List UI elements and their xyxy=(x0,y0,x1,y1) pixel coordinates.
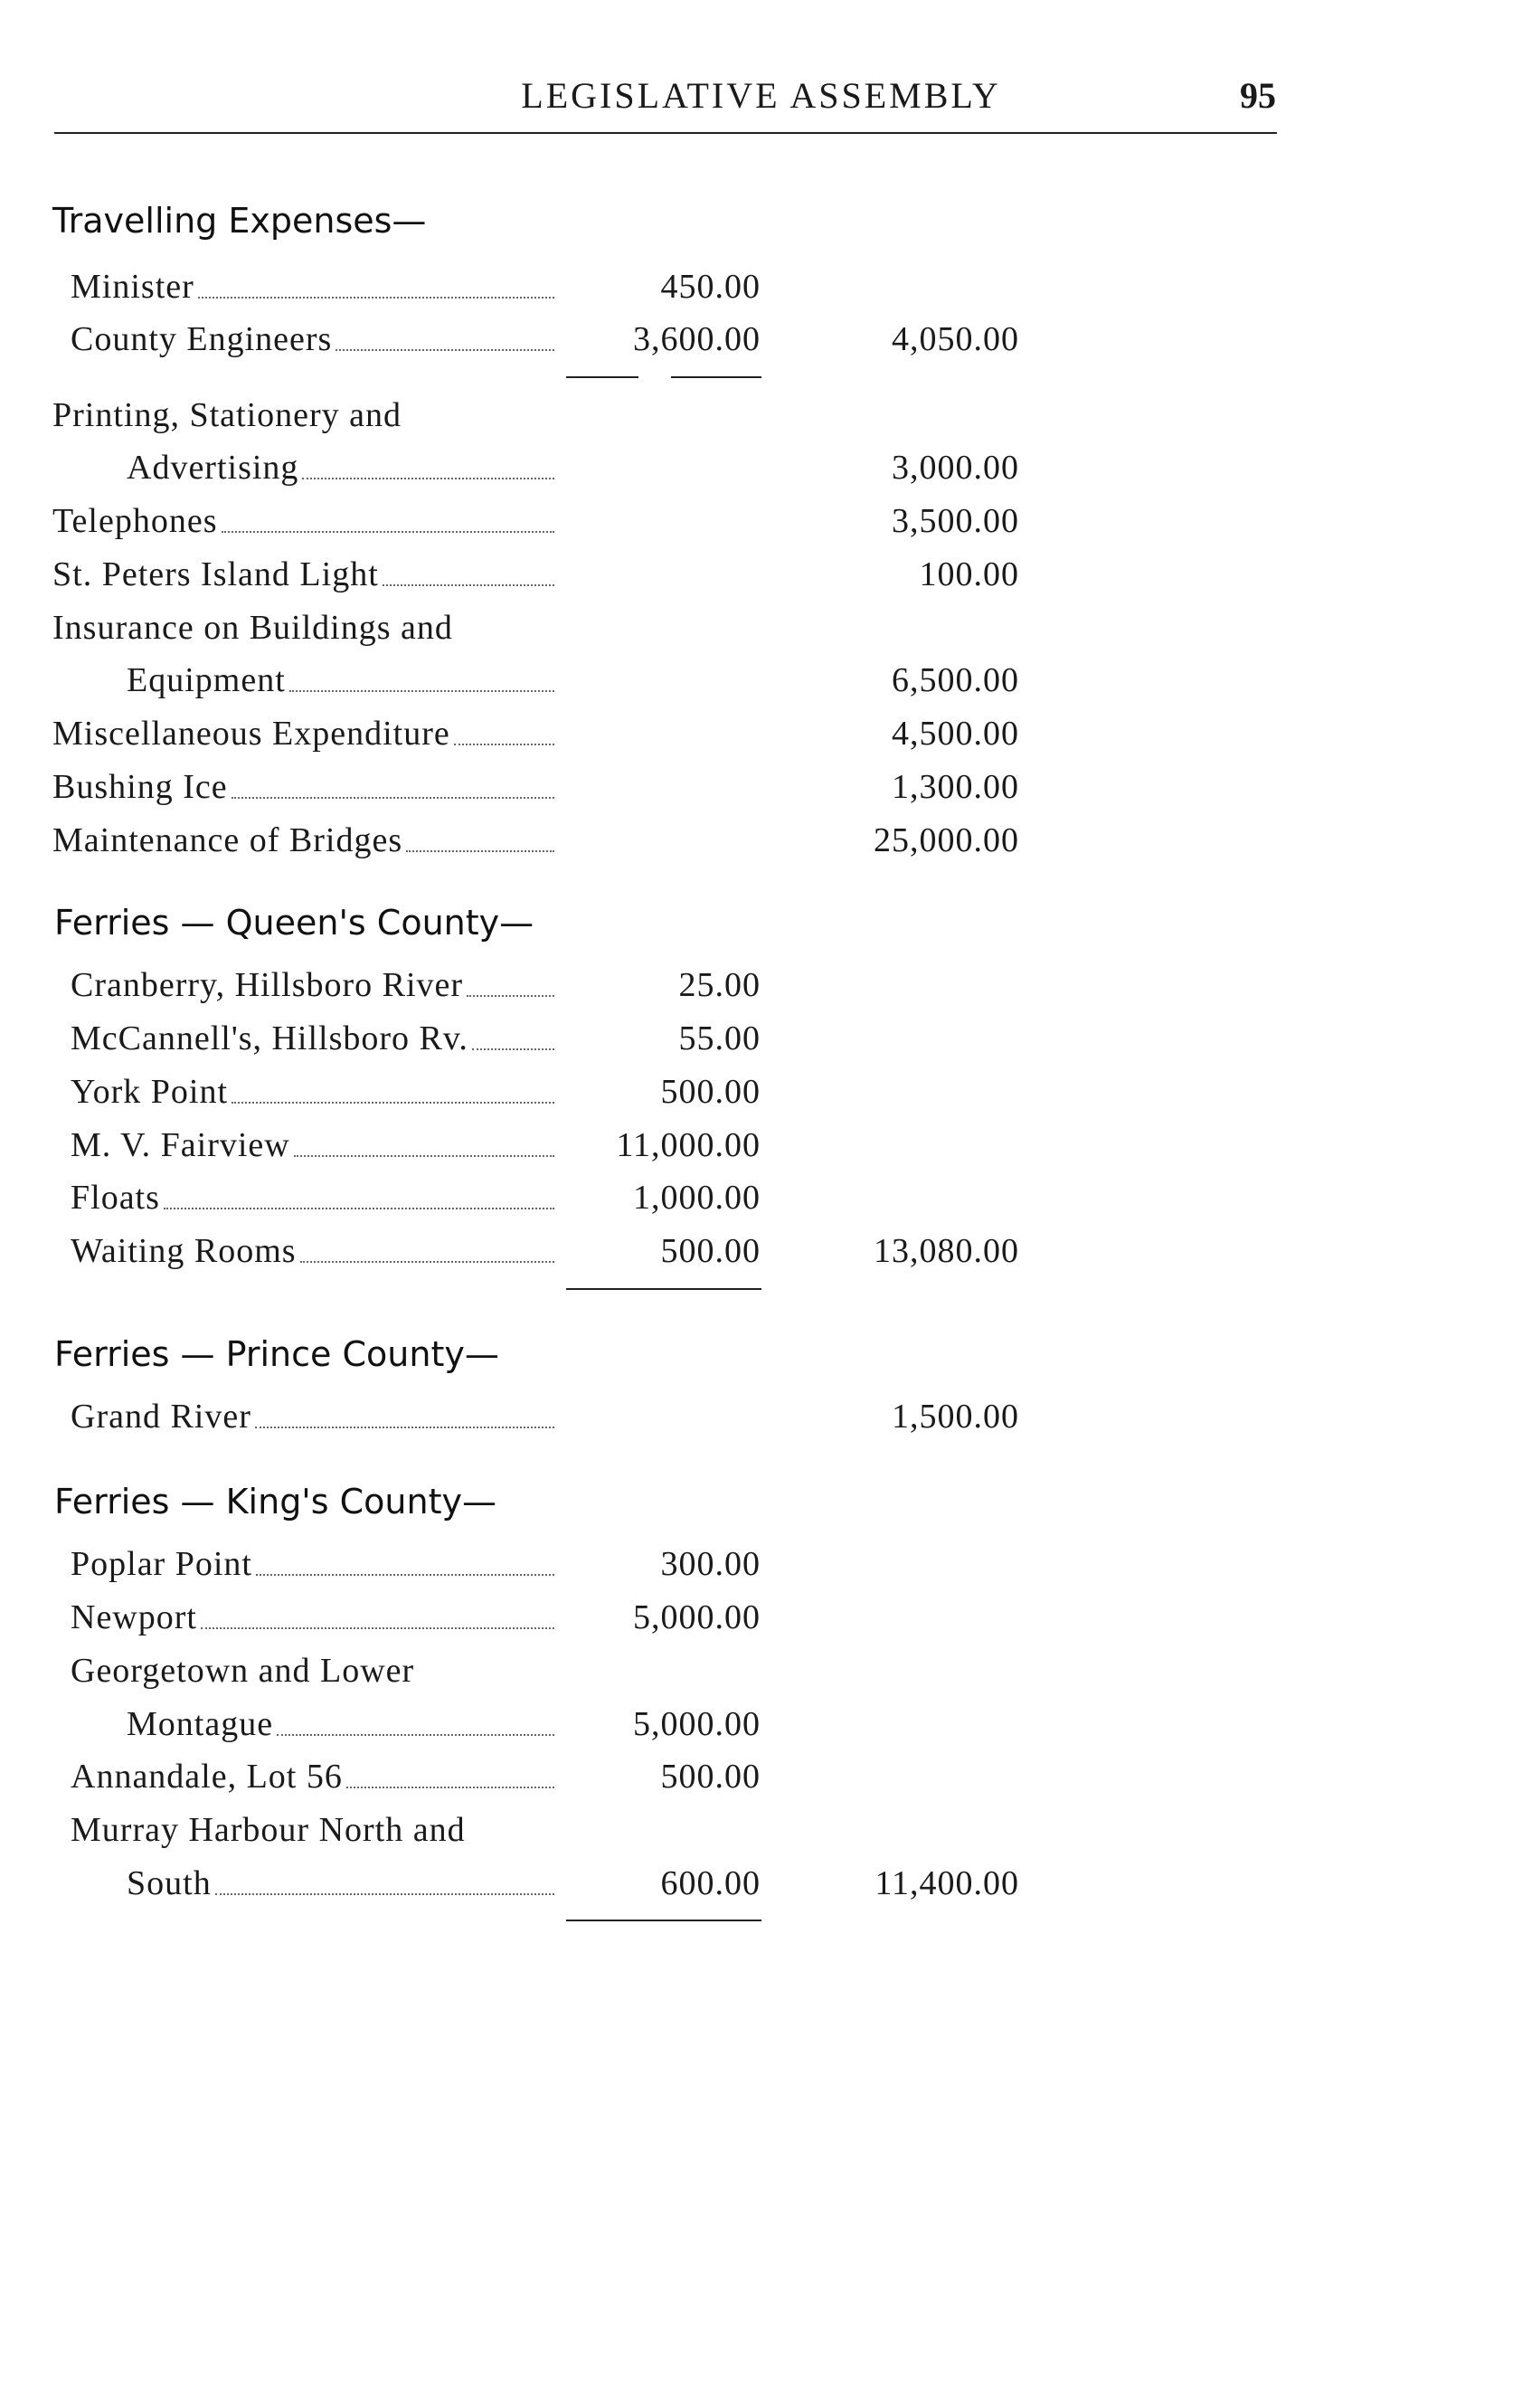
amount-column-2: 3,500.00 xyxy=(892,502,1019,540)
label-text: Montague xyxy=(127,1705,274,1743)
ledger-row-insurance-line1 xyxy=(0,605,1522,650)
row-label xyxy=(52,393,554,438)
ledger-row-fairview xyxy=(0,1123,1522,1168)
dot-leader xyxy=(472,1048,554,1050)
dot-leader xyxy=(215,1893,554,1895)
label-text: Floats xyxy=(71,1179,160,1217)
dot-leader xyxy=(232,1102,554,1104)
label-text: Grand River xyxy=(71,1398,251,1436)
amount-column-1: 3,600.00 xyxy=(633,320,761,358)
label-text: Cranberry, Hillsboro River xyxy=(71,966,464,1004)
row-label xyxy=(127,658,554,703)
amount-column-1: 450.00 xyxy=(660,268,761,306)
label-text: Printing, Stationery and xyxy=(52,396,402,434)
label-text: St. Peters Island Light xyxy=(52,555,379,593)
ledger-row-murray-line1 xyxy=(0,1807,1522,1853)
row-label xyxy=(127,1702,554,1747)
label-text: Miscellaneous Expenditure xyxy=(52,715,450,753)
ledger-row-bushing-ice xyxy=(0,764,1522,810)
dot-leader xyxy=(201,1627,554,1629)
subtotal-rule xyxy=(566,1920,761,1921)
ledger-row-minister xyxy=(0,264,1522,309)
amount-column-2: 1,300.00 xyxy=(892,768,1019,806)
label-text: Annandale, Lot 56 xyxy=(71,1758,343,1796)
row-label xyxy=(52,711,554,756)
row-label xyxy=(71,1394,554,1439)
ledger-row-telephones xyxy=(0,498,1522,544)
ledger-row-annandale xyxy=(0,1754,1522,1799)
dot-leader xyxy=(232,797,554,799)
section-heading-travelling: Travelling Expenses— xyxy=(52,201,427,241)
label-text: York Point xyxy=(71,1073,229,1111)
row-label xyxy=(71,1595,554,1640)
dot-leader xyxy=(222,531,554,533)
ledger-row-bridges xyxy=(0,818,1522,863)
amount-column-2: 100.00 xyxy=(919,555,1019,593)
amount-column-1: 5,000.00 xyxy=(633,1598,761,1636)
amount-column-1: 25.00 xyxy=(678,966,761,1004)
row-label xyxy=(71,264,554,309)
amount-column-1: 55.00 xyxy=(678,1019,761,1057)
label-text: M. V. Fairview xyxy=(71,1126,290,1164)
section-heading-prince: Ferries — Prince County— xyxy=(54,1334,499,1374)
ledger-row-cranberry xyxy=(0,962,1522,1008)
ledger-row-waiting-rooms xyxy=(0,1228,1522,1274)
dot-leader xyxy=(302,478,554,479)
row-label xyxy=(52,552,554,597)
ledger-row-york-point xyxy=(0,1069,1522,1114)
amount-column-1: 500.00 xyxy=(660,1232,761,1270)
amount-column-1: 600.00 xyxy=(660,1864,761,1902)
ledger-row-grand-river xyxy=(0,1394,1522,1439)
row-label xyxy=(71,1123,554,1168)
page-number: 95 xyxy=(1240,75,1276,116)
dot-leader xyxy=(289,690,554,692)
ledger-row-county-engineers xyxy=(0,317,1522,362)
label-text: Insurance on Buildings and xyxy=(52,609,453,647)
header-rule xyxy=(54,132,1277,134)
row-label xyxy=(71,1228,554,1274)
row-label xyxy=(52,818,554,863)
amount-column-1: 500.00 xyxy=(660,1073,761,1111)
ledger-row-floats xyxy=(0,1175,1522,1220)
amount-column-2: 4,500.00 xyxy=(892,715,1019,753)
amount-column-1: 300.00 xyxy=(660,1545,761,1583)
label-text: South xyxy=(127,1864,212,1902)
amount-column-2: 1,500.00 xyxy=(892,1398,1019,1436)
ledger-row-mccannell xyxy=(0,1016,1522,1061)
row-label xyxy=(71,1807,554,1853)
ledger-row-advertising xyxy=(0,445,1522,490)
dot-leader xyxy=(294,1155,554,1157)
dot-leader xyxy=(346,1787,554,1788)
dot-leader xyxy=(198,297,554,299)
label-text: Waiting Rooms xyxy=(71,1232,297,1270)
row-label xyxy=(71,1069,554,1114)
row-label xyxy=(127,1861,554,1906)
dot-leader xyxy=(454,744,554,745)
ledger-row-newport xyxy=(0,1595,1522,1640)
label-text: Bushing Ice xyxy=(52,768,228,806)
dot-leader xyxy=(300,1261,554,1263)
ledger-row-georgetown-line1 xyxy=(0,1648,1522,1693)
amount-column-2: 11,400.00 xyxy=(874,1864,1019,1902)
row-label xyxy=(71,1016,554,1061)
row-label xyxy=(52,605,554,650)
dot-leader xyxy=(336,349,554,351)
label-text: Newport xyxy=(71,1598,197,1636)
amount-column-1: 5,000.00 xyxy=(633,1705,761,1743)
amount-column-1: 1,000.00 xyxy=(633,1179,761,1217)
row-label xyxy=(71,317,554,362)
amount-column-2: 13,080.00 xyxy=(874,1232,1019,1270)
row-label xyxy=(71,1648,554,1693)
amount-column-2: 3,000.00 xyxy=(892,449,1019,487)
label-text: Equipment xyxy=(127,661,286,699)
label-text: Advertising xyxy=(127,449,299,487)
amount-column-1: 500.00 xyxy=(660,1758,761,1796)
amount-column-2: 6,500.00 xyxy=(892,661,1019,699)
amount-column-2: 4,050.00 xyxy=(892,320,1019,358)
row-label xyxy=(52,498,554,544)
ledger-row-st-peters xyxy=(0,552,1522,597)
section-heading-kings: Ferries — King's County— xyxy=(54,1482,496,1522)
label-text: Maintenance of Bridges xyxy=(52,821,403,859)
dot-leader xyxy=(164,1208,554,1209)
label-text: McCannell's, Hillsboro Rv. xyxy=(71,1019,468,1057)
row-label xyxy=(127,445,554,490)
dot-leader xyxy=(406,850,554,852)
dot-leader xyxy=(255,1427,554,1428)
label-text: Poplar Point xyxy=(71,1545,252,1583)
section-heading-queens: Ferries — Queen's County— xyxy=(54,903,534,943)
subtotal-rule xyxy=(566,1288,761,1290)
dot-leader xyxy=(277,1734,554,1736)
dot-leader xyxy=(383,584,554,586)
amount-column-2: 25,000.00 xyxy=(874,821,1019,859)
row-label xyxy=(71,1754,554,1799)
page-header-title: LEGISLATIVE ASSEMBLY xyxy=(521,75,1001,116)
label-text: County Engineers xyxy=(71,320,333,358)
dot-leader xyxy=(467,995,554,997)
label-text: Murray Harbour North and xyxy=(71,1811,466,1849)
ledger-row-south xyxy=(0,1861,1522,1906)
ledger-row-montague xyxy=(0,1702,1522,1747)
row-label xyxy=(52,764,554,810)
row-label xyxy=(71,1541,554,1587)
ledger-row-poplar-point xyxy=(0,1541,1522,1587)
label-text: Georgetown and Lower xyxy=(71,1652,415,1690)
ledger-row-equipment xyxy=(0,658,1522,703)
ledger-row-printing-line1 xyxy=(0,393,1522,438)
dot-leader xyxy=(256,1574,554,1576)
amount-column-1: 11,000.00 xyxy=(616,1126,761,1164)
row-label xyxy=(71,962,554,1008)
label-text: Minister xyxy=(71,268,194,306)
label-text: Telephones xyxy=(52,502,218,540)
ledger-row-miscellaneous xyxy=(0,711,1522,756)
row-label xyxy=(71,1175,554,1220)
